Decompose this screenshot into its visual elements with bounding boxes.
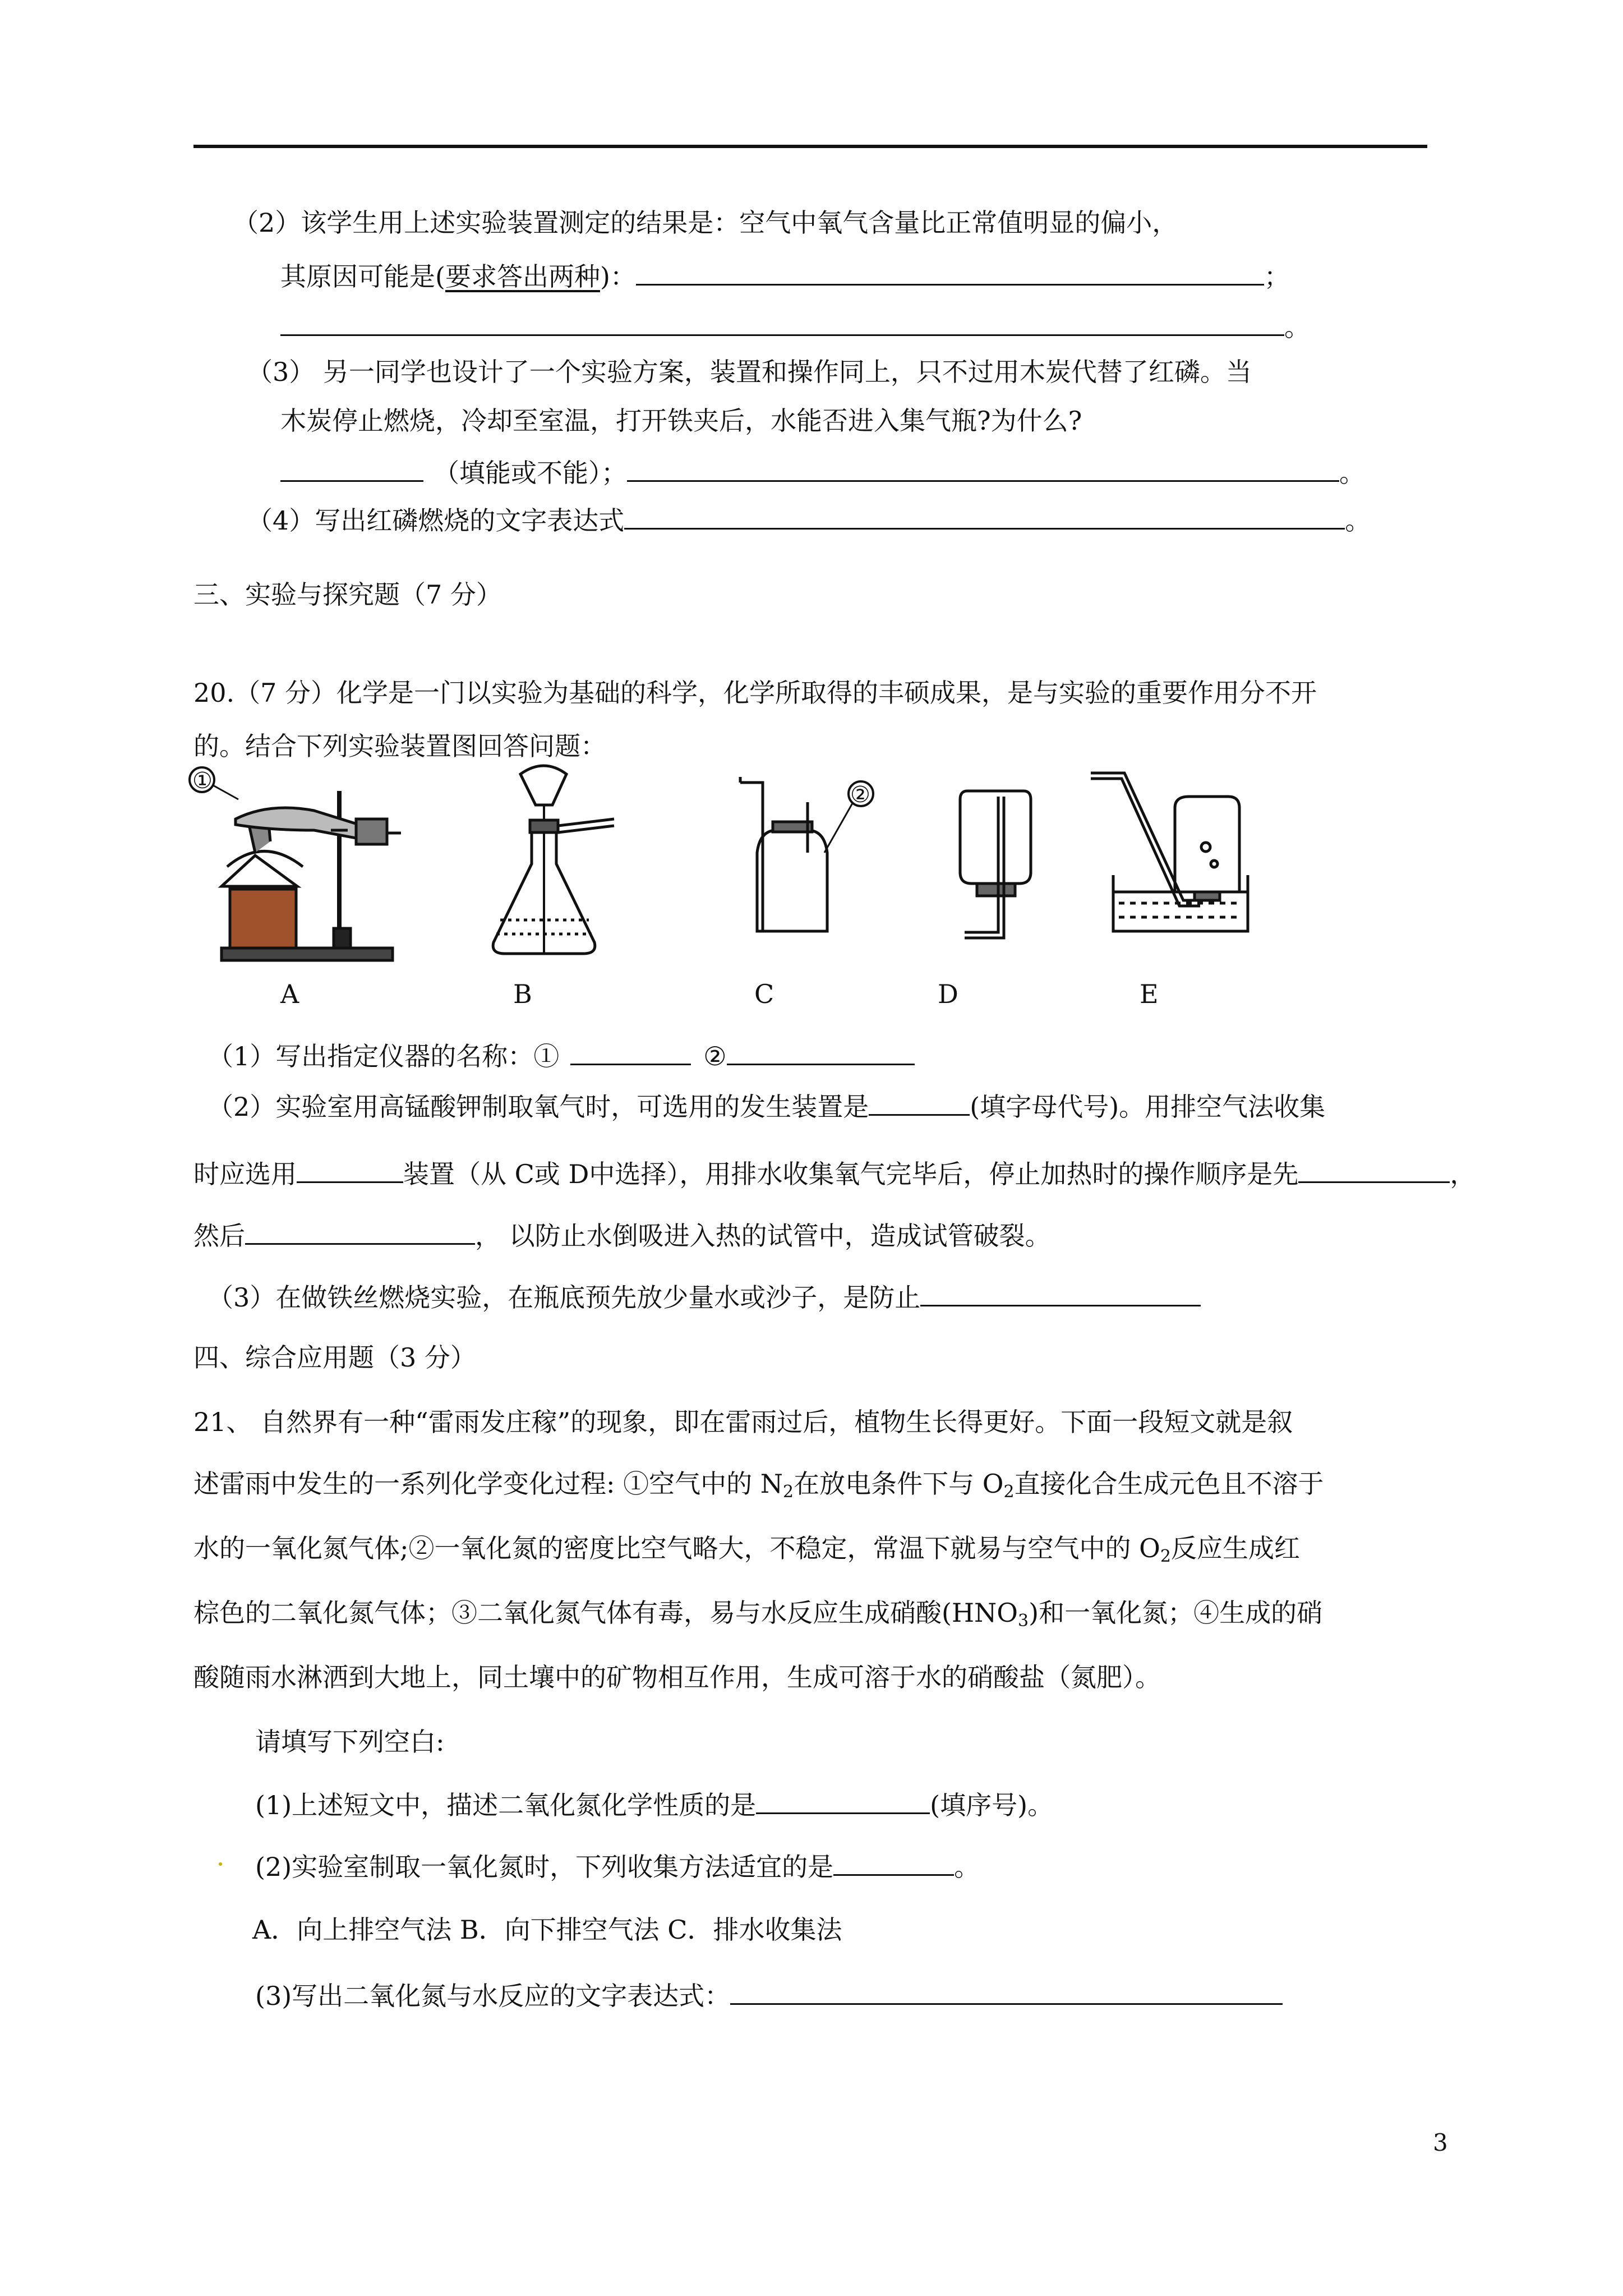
answer-blank-no2-water-equation[interactable] (730, 1977, 1283, 2005)
answer-blank-collector[interactable] (297, 1156, 403, 1183)
answer-blank-instrument1[interactable] (570, 1038, 691, 1065)
answer-blank-no2-property[interactable] (756, 1787, 930, 1814)
underlined-requirement: 要求答出两种 (445, 261, 600, 292)
q21-sub3: (3)写出二氧化氮与水反应的文字表达式： (255, 1977, 1283, 2013)
figure-label-a: A (280, 979, 299, 1009)
answer-blank-then-step[interactable] (245, 1217, 475, 1245)
apparatus-b (493, 766, 614, 954)
q21-line4: 棕色的二氧化氮气体；③二氧化氮气体有毒，易与水反应生成硝酸$(HNO_3)$和一氧化氮；④生成的硝 (193, 1598, 1323, 1631)
section3-title: 三、实验与探究题（7 分） (193, 579, 502, 610)
answer-blank-generator[interactable] (869, 1088, 970, 1116)
q21-options: A．向上排空气法 B．向下排空气法 C．排水收集法 (252, 1915, 842, 1945)
apparatus-d (960, 791, 1031, 938)
q20-line1: 20.（7 分）化学是一门以实验为基础的科学，化学所取得的丰硕成果，是与实验的重要作用分不开 (193, 678, 1317, 708)
q20-sub2-line1: （2）实验室用高锰酸钾制取氧气时，可选用的发生装置是 (填字母代号)。用排空气法收集 (208, 1088, 1325, 1124)
marker-2-label: ② (850, 782, 870, 808)
q21-line1: 21、 自然界有一种“雷雨发庄稼”的现象，即在雷雨过后，植物生长得更好。下面一段短文就是叙 (193, 1407, 1293, 1437)
q19-part3-line1: （3） 另一同学也设计了一个实验方案，装置和操作同上，只不过用木炭代替了红磷。当 (247, 357, 1252, 387)
marker-1-label: ① (192, 768, 213, 794)
q21-line5: 酸随雨水淋洒到大地上，同土壤中的矿物相互作用，生成可溶于水的硝酸盐（氮肥）。 (193, 1662, 1161, 1692)
q21-instruction: 请填写下列空白: (255, 1727, 445, 1757)
q20-line2: 的。结合下列实验装置图回答问题： (193, 731, 606, 761)
figure-label-d: D (938, 979, 958, 1009)
section4-title: 四、综合应用题（3 分） (193, 1342, 476, 1373)
answer-blank-instrument2[interactable] (727, 1038, 915, 1065)
q19-part3-line3: （填能或不能）； 。 (280, 454, 1365, 490)
q20-sub1: （1）写出指定仪器的名称：① ② (208, 1038, 915, 1073)
yellow-speck (219, 1862, 222, 1866)
q20-sub2-line3: 然后 ， 以防止水倒吸进入热的试管中，造成试管破裂。 (193, 1217, 1051, 1253)
q19-part2-line3: 。 (280, 309, 1310, 344)
q19-part4: （4）写出红磷燃烧的文字表达式 。 (247, 502, 1371, 537)
page-number: 3 (1433, 2129, 1448, 2156)
apparatus-a (190, 767, 401, 960)
q21-sub1: (1)上述短文中，描述二氧化氮化学性质的是 (填序号)。 (255, 1787, 1053, 1822)
figure-label-c: C (754, 979, 774, 1009)
q21-line2: 述雷雨中发生的一系列化学变化过程: ①空气中的 $N_2$在放电条件下与 $O_2$直接化合生成元色且不溶于 (193, 1469, 1324, 1502)
answer-blank-first-step[interactable] (1298, 1156, 1450, 1183)
figure-label-b: B (513, 979, 532, 1009)
q20-sub3: （3）在做铁丝燃烧实验，在瓶底预先放少量水或沙子，是防止 (208, 1279, 1201, 1314)
apparatus-e (1091, 773, 1248, 931)
answer-blank-collection-method[interactable] (833, 1848, 954, 1876)
q19-part2-line2: 其原因可能是(要求答出两种)： ； (280, 258, 1290, 293)
q19-part2-line1: （2）该学生用上述实验装置测定的结果是：空气中氧气含量比正常值明显的偏小， (233, 208, 1178, 238)
answer-blank-prevent[interactable] (920, 1279, 1201, 1306)
q19-part3-line2: 木炭停止燃烧，冷却至室温，打开铁夹后，水能否进入集气瓶?为什么? (280, 406, 1082, 436)
q21-sub2: (2)实验室制取一氧化氮时，下列收集方法适宜的是 。 (255, 1848, 980, 1884)
q20-sub2-line2: 时应选用 装置（从 C或 D中选择），用排水收集氧气完毕后，停止加热时的操作顺序是先 ， (193, 1156, 1476, 1191)
figure-label-e: E (1140, 979, 1159, 1009)
q21-line3: 水的一氧化氮气体;②一氧化氮的密度比空气略大，不稳定，常温下就易与空气中的 $O_2$反应生成红 (193, 1533, 1300, 1566)
